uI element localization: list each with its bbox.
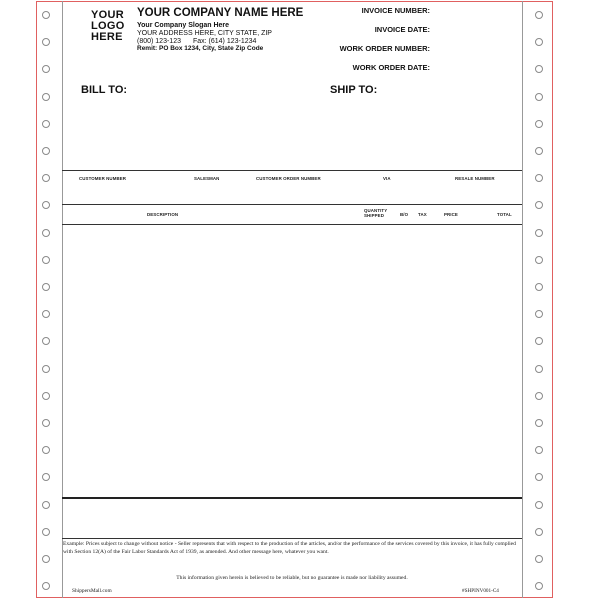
tractor-feed-hole [535,38,543,46]
tractor-feed-hole [42,256,50,264]
quantity-shipped-column-header [364,208,387,218]
logo-line-1: YOUR [91,9,124,21]
tractor-feed-hole [535,65,543,73]
tractor-feed-hole [42,337,50,345]
tractor-feed-hole [42,528,50,536]
tractor-feed-hole [535,256,543,264]
tractor-feed-hole [42,120,50,128]
description-column-header: DESCRIPTION [147,212,179,217]
tractor-feed-hole [535,501,543,509]
ship-to-label: SHIP TO: [330,84,378,96]
items-area-bottom-rule [62,497,522,499]
customer-number-column-header: CUSTOMER NUMBER [79,176,127,181]
company-name: YOUR COMPANY NAME HERE [137,7,304,19]
bill-to-label: BILL TO: [81,84,128,96]
company-phone: (800) 123-123 [137,37,181,45]
company-address: YOUR ADDRESS HERE, CITY STATE, ZIP [137,29,272,37]
logo-line-3: HERE [91,31,123,43]
website-imprint: ShippersMall.com [72,588,112,594]
tractor-feed-hole [42,555,50,563]
tractor-feed-hole [42,446,50,454]
work-order-number-label: WORK ORDER NUMBER: [339,44,430,53]
total-column-header: TOTAL [497,212,512,217]
tractor-feed-hole [42,501,50,509]
tractor-feed-hole [42,392,50,400]
resale-number-column-header: RESALE NUMBER [455,176,495,181]
form-number: #SHPINV001-C4 [462,588,499,594]
tractor-feed-hole [42,582,50,590]
items-header-bottom-rule [62,224,522,225]
tractor-feed-hole [535,201,543,209]
tractor-feed-hole [535,11,543,19]
order-info-top-rule [62,170,522,171]
company-logo-placeholder [91,10,127,43]
quantity-header-line-1: QUANTITY [364,208,388,213]
tractor-feed-hole [535,365,543,373]
tractor-feed-hole [535,93,543,101]
right-tractor-feed-strip [529,0,553,600]
price-column-header: PRICE [444,212,458,217]
tractor-feed-hole [42,310,50,318]
tractor-feed-hole [535,310,543,318]
invoice-number-label: INVOICE NUMBER: [361,6,430,15]
tractor-feed-hole [535,337,543,345]
tractor-feed-hole [42,229,50,237]
left-perforation-line [62,1,63,598]
tractor-feed-hole [535,555,543,563]
tractor-feed-hole [535,120,543,128]
liability-note: This information given herein is believed to be reliable, but no guarantee is made nor liability assumed. [176,575,408,581]
tractor-feed-hole [535,174,543,182]
invoice-header-fields [322,6,430,82]
company-remit-address: Remit: PO Box 1234, City, State Zip Code [137,44,264,52]
tractor-feed-hole [535,582,543,590]
invoice-date-label: INVOICE DATE: [374,25,430,34]
tractor-feed-hole [535,446,543,454]
quantity-header-line-2: SHIPPED [364,213,384,218]
tractor-feed-hole [42,283,50,291]
company-contact-line [137,38,303,45]
tractor-feed-hole [535,419,543,427]
items-header-top-rule [62,204,522,205]
tax-column-header: TAX [418,212,427,217]
tractor-feed-hole [42,11,50,19]
tractor-feed-hole [535,229,543,237]
footer-top-rule [62,538,522,539]
tractor-feed-hole [535,473,543,481]
customer-order-number-column-header: CUSTOMER ORDER NUMBER [256,176,321,181]
tractor-feed-hole [42,473,50,481]
company-fax: Fax: (614) 123-1234 [192,37,257,45]
tractor-feed-hole [42,201,50,209]
tractor-feed-hole [535,283,543,291]
tractor-feed-hole [42,65,50,73]
salesman-column-header: SALESMAN [194,176,220,181]
tractor-feed-hole [42,93,50,101]
tractor-feed-hole [535,528,543,536]
work-order-date-label: WORK ORDER DATE: [352,63,430,72]
company-info-block [137,8,303,52]
tractor-feed-hole [42,365,50,373]
tractor-feed-hole [535,147,543,155]
terms-disclaimer-text: Example: Prices subject to change without notice - Seller represents that with respect to the production of the articles, and/or the performance of the services covered by this invoice, it has fully complied with Section 12(A) of the Fair Labor Standards Act of 1939, as amended. And other message here, whatever you want. [63,541,516,555]
tractor-feed-hole [42,419,50,427]
company-slogan: Your Company Slogan Here [137,21,230,29]
tractor-feed-hole [42,38,50,46]
tractor-feed-hole [42,174,50,182]
tractor-feed-hole [535,392,543,400]
logo-line-2: LOGO [91,20,125,32]
via-column-header: VIA [383,176,391,181]
backorder-column-header: B/O [400,212,409,217]
right-perforation-line [522,1,523,598]
left-tractor-feed-strip [36,0,60,600]
tractor-feed-hole [42,147,50,155]
